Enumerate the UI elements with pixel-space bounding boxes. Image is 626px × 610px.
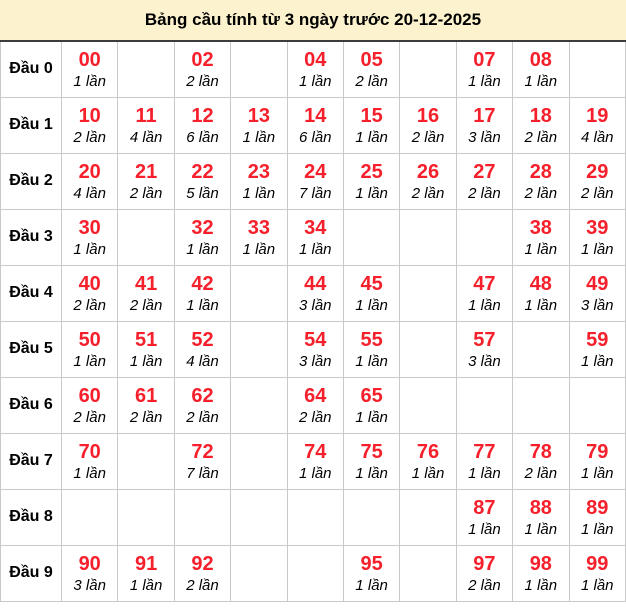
empty-cell (400, 41, 456, 97)
number-cell (62, 545, 118, 601)
number-cell (569, 545, 625, 601)
pair-count: 3 lần (580, 296, 614, 314)
number-cell (174, 433, 230, 489)
empty-cell (118, 209, 174, 265)
number-cell (343, 377, 399, 433)
pair-count: 7 lần (186, 464, 219, 482)
pair-number: 41 (134, 272, 158, 295)
number-cell (62, 321, 118, 377)
number-cell (569, 433, 625, 489)
pair-count: 1 lần (468, 72, 501, 90)
empty-cell (569, 41, 625, 97)
pair-number: 19 (586, 104, 609, 127)
pair-number: 07 (473, 48, 496, 71)
table-row (1, 265, 626, 321)
number-cell (287, 97, 343, 153)
pair-number: 16 (416, 104, 440, 127)
pair-count: 1 lần (355, 128, 388, 146)
empty-cell (400, 209, 456, 265)
pair-number: 28 (529, 160, 552, 183)
pair-count: 1 lần (524, 72, 558, 90)
number-cell (174, 265, 230, 321)
empty-cell (287, 545, 343, 601)
pair-count: 2 lần (468, 184, 501, 202)
pair-count: 4 lần (186, 352, 219, 370)
number-cell (174, 41, 230, 97)
number-cell (513, 209, 569, 265)
table-row (1, 97, 626, 153)
pair-number: 75 (360, 440, 383, 463)
pair-number: 12 (191, 104, 214, 127)
pair-count: 2 lần (186, 408, 219, 426)
empty-cell (231, 545, 287, 601)
pair-count: 3 lần (468, 352, 501, 370)
pair-number: 49 (586, 272, 609, 295)
number-cell (174, 97, 230, 153)
number-cell (174, 545, 230, 601)
pair-count: 1 lần (355, 296, 388, 314)
pair-number: 23 (247, 160, 270, 183)
number-cell (62, 153, 118, 209)
empty-cell (231, 377, 287, 433)
pair-count: 1 lần (355, 408, 388, 426)
number-cell (456, 433, 512, 489)
pair-number: 14 (304, 104, 327, 127)
pair-number: 27 (473, 160, 496, 183)
empty-cell (231, 321, 287, 377)
empty-cell (231, 265, 287, 321)
pair-number: 40 (78, 272, 101, 295)
number-cell (400, 97, 456, 153)
pair-count: 1 lần (580, 240, 614, 258)
number-cell (174, 153, 230, 209)
table-row (1, 433, 626, 489)
empty-cell (343, 489, 399, 545)
pair-number: 55 (360, 328, 383, 351)
pair-number: 61 (134, 384, 158, 407)
pair-number: 26 (416, 160, 440, 183)
row-label: Đầu 8 (1, 489, 62, 545)
pair-number: 11 (135, 104, 157, 127)
empty-cell (231, 489, 287, 545)
number-cell (569, 489, 625, 545)
pair-number: 08 (529, 48, 552, 71)
number-cell (287, 209, 343, 265)
pair-count: 1 lần (355, 464, 388, 482)
pair-count: 1 lần (73, 72, 106, 90)
pair-number: 30 (78, 216, 101, 239)
number-cell (287, 153, 343, 209)
pair-number: 24 (304, 160, 327, 183)
pair-number: 50 (78, 328, 101, 351)
pair-count: 1 lần (524, 296, 558, 314)
pair-number: 02 (191, 48, 214, 71)
number-cell (343, 433, 399, 489)
number-cell (456, 321, 512, 377)
row-label: Đầu 6 (1, 377, 62, 433)
pair-count: 2 lần (186, 72, 219, 90)
pair-count: 1 lần (242, 184, 276, 202)
pair-count: 6 lần (298, 128, 332, 146)
number-cell (62, 209, 118, 265)
empty-cell (400, 545, 456, 601)
number-cell (118, 97, 174, 153)
number-cell (569, 209, 625, 265)
number-cell (287, 433, 343, 489)
table-row (1, 489, 626, 545)
pair-number: 04 (304, 48, 327, 71)
pair-number: 17 (473, 104, 496, 127)
pair-count: 2 lần (411, 128, 445, 146)
number-cell (569, 321, 625, 377)
empty-cell (400, 489, 456, 545)
number-cell (569, 153, 625, 209)
number-cell (174, 321, 230, 377)
number-cell (569, 97, 625, 153)
pair-number: 13 (247, 104, 270, 127)
empty-cell (174, 489, 230, 545)
number-cell (343, 265, 399, 321)
number-cell (343, 97, 399, 153)
pair-count: 2 lần (580, 184, 614, 202)
pair-count: 2 lần (524, 128, 558, 146)
pair-number: 92 (191, 552, 214, 575)
pair-number: 79 (586, 440, 609, 463)
pair-number: 22 (191, 160, 214, 183)
pair-count: 2 lần (73, 408, 106, 426)
pair-number: 34 (304, 216, 327, 239)
pair-number: 60 (78, 384, 101, 407)
pair-count: 1 lần (468, 520, 501, 538)
table-row (1, 321, 626, 377)
pair-count: 2 lần (129, 408, 163, 426)
number-cell (456, 97, 512, 153)
pair-number: 70 (78, 440, 101, 463)
number-cell (118, 321, 174, 377)
bridge-frequency-table (0, 40, 626, 602)
table-row (1, 377, 626, 433)
number-cell (287, 265, 343, 321)
pair-count: 2 lần (411, 184, 445, 202)
pair-count: 2 lần (73, 128, 106, 146)
pair-number: 59 (586, 328, 609, 351)
pair-count: 1 lần (580, 352, 614, 370)
empty-cell (118, 433, 174, 489)
pair-number: 51 (134, 328, 158, 351)
empty-cell (343, 209, 399, 265)
pair-number: 05 (360, 48, 383, 71)
row-label: Đầu 7 (1, 433, 62, 489)
pair-count: 1 lần (129, 352, 163, 370)
page-title: Bảng cầu tính từ 3 ngày trước 20-12-2025 (0, 0, 626, 40)
number-cell (62, 97, 118, 153)
pair-count: 3 lần (298, 352, 332, 370)
number-cell (456, 265, 512, 321)
number-cell (513, 489, 569, 545)
number-cell (62, 433, 118, 489)
number-cell (513, 97, 569, 153)
pair-count: 1 lần (298, 72, 332, 90)
pair-number: 39 (586, 216, 609, 239)
pair-count: 1 lần (73, 352, 106, 370)
pair-count: 2 lần (186, 576, 219, 594)
bridge-table-body (1, 41, 626, 601)
pair-count: 4 lần (73, 184, 106, 202)
pair-count: 2 lần (468, 576, 501, 594)
number-cell (62, 41, 118, 97)
pair-number: 99 (586, 552, 609, 575)
pair-count: 1 lần (355, 184, 388, 202)
pair-count: 1 lần (73, 464, 106, 482)
pair-number: 64 (304, 384, 327, 407)
number-cell (118, 377, 174, 433)
number-cell (343, 41, 399, 97)
number-cell (456, 545, 512, 601)
pair-count: 1 lần (129, 576, 163, 594)
pair-count: 4 lần (129, 128, 163, 146)
empty-cell (400, 377, 456, 433)
empty-cell (400, 265, 456, 321)
pair-count: 1 lần (298, 240, 332, 258)
number-cell (343, 321, 399, 377)
pair-number: 90 (78, 552, 101, 575)
pair-count: 1 lần (242, 128, 276, 146)
row-label: Đầu 5 (1, 321, 62, 377)
pair-number: 20 (78, 160, 101, 183)
row-label: Đầu 4 (1, 265, 62, 321)
pair-count: 2 lần (129, 184, 163, 202)
row-label: Đầu 1 (1, 97, 62, 153)
pair-count: 3 lần (73, 576, 106, 594)
number-cell (569, 265, 625, 321)
pair-count: 1 lần (468, 464, 501, 482)
number-cell (231, 153, 287, 209)
number-cell (118, 545, 174, 601)
table-row (1, 41, 626, 97)
pair-number: 33 (247, 216, 270, 239)
pair-number: 21 (134, 160, 158, 183)
number-cell (513, 265, 569, 321)
empty-cell (569, 377, 625, 433)
pair-count: 1 lần (468, 296, 501, 314)
pair-count: 1 lần (524, 520, 558, 538)
empty-cell (287, 489, 343, 545)
row-label: Đầu 9 (1, 545, 62, 601)
pair-number: 15 (360, 104, 383, 127)
pair-number: 25 (360, 160, 383, 183)
pair-number: 48 (529, 272, 552, 295)
pair-number: 77 (473, 440, 496, 463)
number-cell (456, 153, 512, 209)
pair-number: 29 (586, 160, 609, 183)
pair-count: 1 lần (524, 240, 558, 258)
pair-count: 1 lần (298, 464, 332, 482)
pair-count: 1 lần (355, 576, 388, 594)
empty-cell (456, 377, 512, 433)
pair-number: 44 (304, 272, 327, 295)
pair-number: 45 (360, 272, 383, 295)
empty-cell (231, 41, 287, 97)
number-cell (400, 433, 456, 489)
row-label: Đầu 3 (1, 209, 62, 265)
pair-number: 89 (586, 496, 609, 519)
pair-number: 65 (360, 384, 383, 407)
empty-cell (231, 433, 287, 489)
pair-count: 3 lần (468, 128, 501, 146)
empty-cell (513, 377, 569, 433)
number-cell (62, 265, 118, 321)
empty-cell (118, 41, 174, 97)
number-cell (174, 209, 230, 265)
row-label: Đầu 2 (1, 153, 62, 209)
pair-count: 3 lần (298, 296, 332, 314)
empty-cell (62, 489, 118, 545)
pair-number: 18 (529, 104, 552, 127)
number-cell (62, 377, 118, 433)
pair-count: 1 lần (242, 240, 276, 258)
number-cell (174, 377, 230, 433)
pair-number: 38 (529, 216, 552, 239)
pair-number: 52 (191, 328, 214, 351)
number-cell (287, 321, 343, 377)
pair-count: 6 lần (186, 128, 219, 146)
number-cell (287, 41, 343, 97)
empty-cell (513, 321, 569, 377)
table-row (1, 209, 626, 265)
pair-number: 95 (360, 552, 383, 575)
number-cell (287, 377, 343, 433)
table-row (1, 153, 626, 209)
pair-count: 2 lần (524, 184, 558, 202)
number-cell (343, 153, 399, 209)
pair-count: 1 lần (355, 352, 388, 370)
pair-number: 10 (78, 104, 101, 127)
pair-number: 91 (134, 552, 158, 575)
number-cell (513, 433, 569, 489)
pair-number: 88 (529, 496, 552, 519)
pair-count: 1 lần (580, 464, 614, 482)
pair-number: 97 (473, 552, 496, 575)
pair-number: 78 (529, 440, 552, 463)
pair-count: 5 lần (186, 184, 219, 202)
number-cell (513, 153, 569, 209)
pair-count: 1 lần (411, 464, 445, 482)
number-cell (118, 265, 174, 321)
pair-number: 47 (473, 272, 496, 295)
pair-count: 2 lần (298, 408, 332, 426)
pair-number: 00 (78, 48, 101, 71)
number-cell (513, 41, 569, 97)
pair-number: 62 (191, 384, 214, 407)
pair-number: 74 (304, 440, 327, 463)
pair-number: 98 (529, 552, 552, 575)
table-row (1, 545, 626, 601)
pair-number: 42 (191, 272, 214, 295)
pair-number: 57 (473, 328, 496, 351)
pair-number: 87 (473, 496, 496, 519)
pair-count: 2 lần (524, 464, 558, 482)
pair-number: 54 (304, 328, 327, 351)
pair-count: 2 lần (129, 296, 163, 314)
pair-count: 1 lần (580, 520, 614, 538)
number-cell (118, 153, 174, 209)
pair-count: 1 lần (524, 576, 558, 594)
empty-cell (456, 209, 512, 265)
pair-count: 1 lần (580, 576, 614, 594)
number-cell (343, 545, 399, 601)
empty-cell (400, 321, 456, 377)
pair-count: 1 lần (186, 240, 219, 258)
pair-number: 76 (416, 440, 440, 463)
pair-number: 72 (191, 440, 214, 463)
row-label: Đầu 0 (1, 41, 62, 97)
pair-count: 2 lần (355, 72, 388, 90)
pair-count: 4 lần (580, 128, 614, 146)
pair-count: 2 lần (73, 296, 106, 314)
pair-number: 32 (191, 216, 214, 239)
number-cell (456, 489, 512, 545)
pair-count: 1 lần (73, 240, 106, 258)
number-cell (513, 545, 569, 601)
number-cell (231, 97, 287, 153)
empty-cell (118, 489, 174, 545)
number-cell (456, 41, 512, 97)
number-cell (400, 153, 456, 209)
number-cell (231, 209, 287, 265)
pair-count: 7 lần (298, 184, 332, 202)
pair-count: 1 lần (186, 296, 219, 314)
